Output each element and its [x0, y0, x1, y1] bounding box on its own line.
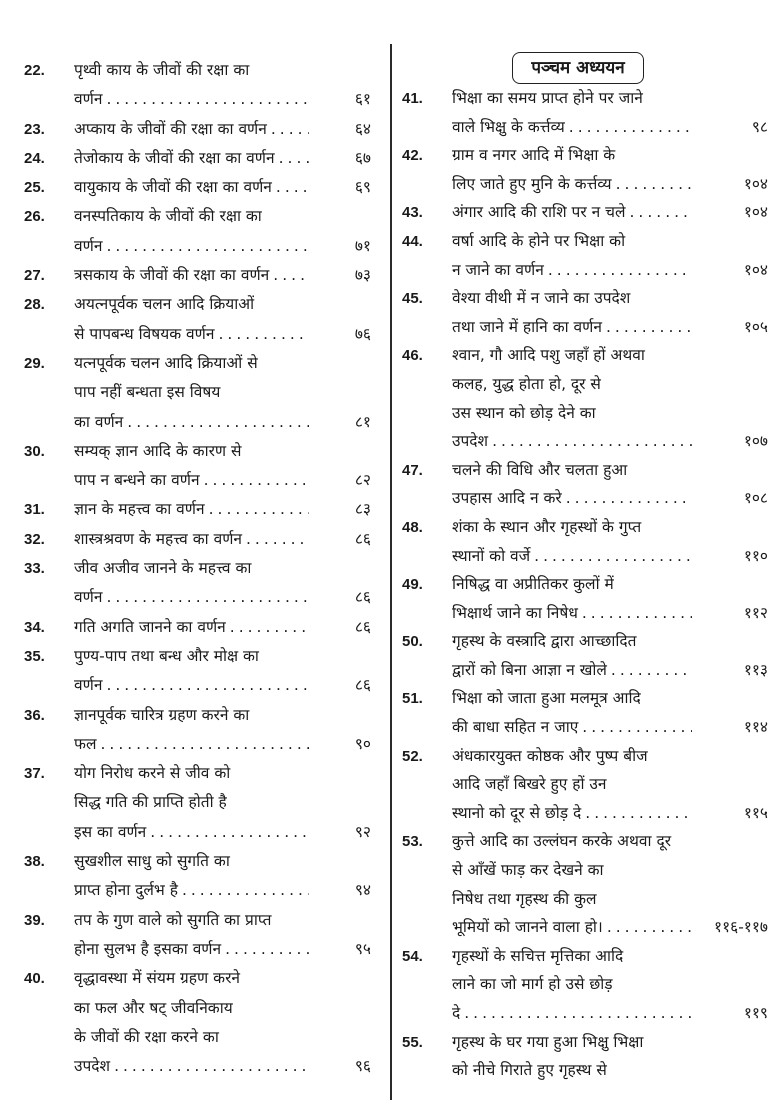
- dot-leader: [585, 799, 692, 828]
- entry-title-text: ग्राम व नगर आदि में भिक्षा के: [452, 146, 616, 165]
- entry-title-text: इस का वर्णन: [74, 822, 147, 841]
- toc-entry-line: [0, 495, 385, 524]
- toc-entry-line: [0, 349, 385, 378]
- toc-entry: [0, 759, 385, 847]
- entry-title-text: वायुकाय के जीवों की रक्षा का वर्णन: [74, 178, 272, 197]
- toc-entry-line: [0, 202, 385, 231]
- entry-number: 46.: [402, 347, 423, 365]
- entry-title-text: उस स्थान को छोड़ देने का: [452, 403, 596, 422]
- entry-number: 45.: [402, 290, 423, 308]
- dot-leader: [127, 408, 309, 437]
- dot-leader: [606, 313, 692, 342]
- entry-number: 51.: [402, 690, 423, 708]
- toc-entry: [395, 742, 780, 828]
- toc-entry-line: [395, 513, 780, 542]
- toc-entry-line: [395, 256, 780, 285]
- entry-title-text: द्वारों को बिना आज्ञा न खोले: [452, 660, 607, 679]
- entry-title-text: गृहस्थों के सचित्त मृत्तिका आदि: [452, 946, 624, 965]
- entry-title-text: न जाने का वर्णन: [452, 260, 544, 279]
- dot-leader: [607, 913, 692, 942]
- dot-leader: [225, 935, 309, 964]
- page-number: ६९: [354, 178, 371, 197]
- entry-number: 54.: [402, 947, 423, 965]
- toc-entry-line: [0, 876, 385, 905]
- toc-entry-line: [395, 141, 780, 170]
- toc-entry: [395, 827, 780, 941]
- dot-leader: [273, 261, 309, 290]
- dot-leader: [630, 198, 693, 227]
- toc-entry-line: [395, 799, 780, 828]
- page-number: ७६: [354, 324, 371, 343]
- toc-entry-line: [0, 935, 385, 964]
- toc-entry: [0, 349, 385, 437]
- entry-title-text: लिए जाते हुए मुनि के कर्त्तव्य: [452, 174, 612, 193]
- toc-entry: [395, 284, 780, 341]
- entry-title-text: अप्काय के जीवों की रक्षा का वर्णन: [74, 119, 267, 138]
- entry-title-text: की बाधा सहित न जाए: [452, 718, 579, 737]
- page-number: ९६: [354, 1057, 371, 1076]
- entry-number: 26.: [24, 208, 45, 226]
- page-number: ८६: [354, 676, 371, 695]
- entry-number: 39.: [24, 911, 45, 929]
- column-divider: [390, 44, 392, 1100]
- entry-title-text: जीव अजीव जानने के महत्त्व का: [74, 559, 252, 578]
- toc-entry: [395, 627, 780, 684]
- entry-title-text: निषेध तथा गृहस्थ की कुल: [452, 889, 597, 908]
- entry-title-text: भिक्षा का समय प्राप्त होने पर जाने: [452, 89, 643, 107]
- entry-title-text: त्रसकाय के जीवों की रक्षा का वर्णन: [74, 266, 270, 285]
- toc-entry-line: [395, 627, 780, 656]
- entry-number: 23.: [24, 120, 45, 138]
- dot-leader: [611, 656, 692, 685]
- toc-entry-line: [0, 144, 385, 173]
- entry-title-text: गृहस्थ के घर गया हुआ भिक्षु भिक्षा: [452, 1032, 644, 1051]
- toc-entry-line: [0, 906, 385, 935]
- entry-title-text: गति अगति जानने का वर्णन: [74, 617, 226, 636]
- entry-number: 40.: [24, 970, 45, 988]
- toc-entry-line: [0, 85, 385, 114]
- entry-title-text: वाले भिक्षु के कर्त्तव्य: [452, 117, 565, 136]
- entry-number: 28.: [24, 296, 45, 314]
- page-number: १०४: [743, 260, 768, 279]
- page-number: ८६: [354, 617, 371, 636]
- toc-entry-line: [395, 84, 780, 113]
- toc-entry-line: [395, 1028, 780, 1057]
- page-number: १०८: [743, 489, 768, 508]
- toc-entry: [0, 261, 385, 290]
- dot-leader: [114, 1052, 309, 1081]
- page-number: ७१: [354, 236, 371, 255]
- toc-entry-line: [0, 56, 385, 85]
- toc-entry-line: [0, 701, 385, 730]
- entry-title-text: कुत्ते आदि का उल्लंघन करके अथवा दूर: [452, 832, 672, 851]
- page-number: ९५: [354, 939, 371, 958]
- page-number: ७३: [354, 266, 371, 285]
- page-number: ८६: [354, 529, 371, 548]
- toc-entry-line: [0, 671, 385, 700]
- toc-entry: [395, 198, 780, 227]
- page-number: १०४: [743, 174, 768, 193]
- dot-leader: [209, 495, 309, 524]
- toc-entry: [0, 554, 385, 613]
- page-number: ८१: [354, 412, 371, 431]
- page-number: ११३: [743, 660, 768, 679]
- entry-title-text: वेश्या वीथी में न जाने का उपदेश: [452, 289, 631, 308]
- entry-number: 38.: [24, 853, 45, 871]
- entry-title-text: लाने का जो मार्ग हो उसे छोड़: [452, 975, 613, 994]
- toc-entry-line: [395, 456, 780, 485]
- toc-entry: [395, 141, 780, 198]
- entry-title-text: निषिद्ध वा अप्रीतिकर कुलों में: [452, 575, 614, 594]
- toc-entry-line: [0, 1052, 385, 1081]
- toc-entry-line: [0, 320, 385, 349]
- dot-leader: [150, 818, 309, 847]
- entry-title-text: गृहस्थ के वस्त्रादि द्वारा आच्छादित: [452, 632, 637, 651]
- entry-number: 50.: [402, 633, 423, 651]
- entry-title-text: वनस्पतिकाय के जीवों की रक्षा का: [74, 207, 262, 226]
- entry-title-text: उपदेश: [452, 432, 489, 451]
- entry-title-text: स्थानों को वर्जे: [452, 546, 531, 565]
- toc-entry-line: [395, 227, 780, 256]
- entry-number: 35.: [24, 647, 45, 665]
- dot-leader: [106, 671, 309, 700]
- toc-entry-line: [395, 113, 780, 142]
- entry-number: 25.: [24, 179, 45, 197]
- page-number: ८६: [354, 588, 371, 607]
- entry-number: 48.: [402, 518, 423, 536]
- entry-number: 55.: [402, 1033, 423, 1051]
- entry-number: 29.: [24, 354, 45, 372]
- entry-title-text: ज्ञानपूर्वक चारित्र ग्रहण करने का: [74, 705, 250, 724]
- entry-title-text: यत्नपूर्वक चलन आदि क्रियाओं से: [74, 353, 258, 372]
- toc-entry: [0, 847, 385, 906]
- entry-title-text: तेजोकाय के जीवों की रक्षा का वर्णन: [74, 148, 275, 167]
- toc-entry: [0, 642, 385, 701]
- toc-entry-line: [0, 964, 385, 993]
- page-number: १०४: [743, 203, 768, 222]
- toc-right-column: [395, 84, 780, 1085]
- entry-title-text: आदि जहाँ बिखरे हुए हों उन: [452, 775, 607, 794]
- toc-entry-line: [0, 290, 385, 319]
- entry-title-text: शास्त्रश्रवण के महत्त्व का वर्णन: [74, 529, 242, 548]
- toc-entry-line: [0, 466, 385, 495]
- entry-title-text: ज्ञान के महत्त्व का वर्णन: [74, 500, 205, 519]
- toc-entry-line: [395, 427, 780, 456]
- toc-entry: [395, 513, 780, 570]
- entry-title-text: अयत्नपूर्वक चलन आदि क्रियाओं: [74, 295, 255, 314]
- entry-number: 30.: [24, 442, 45, 460]
- entry-number: 52.: [402, 747, 423, 765]
- toc-entry-line: [395, 399, 780, 428]
- toc-entry-line: [0, 583, 385, 612]
- entry-title-text: से आँखें फाड़ कर देखने का: [452, 861, 604, 880]
- toc-entry-line: [395, 170, 780, 199]
- dot-leader: [464, 999, 692, 1028]
- toc-entry-line: [0, 408, 385, 437]
- toc-entry-line: [0, 437, 385, 466]
- entry-number: 47.: [402, 461, 423, 479]
- toc-entry: [0, 290, 385, 349]
- toc-entry: [395, 84, 780, 141]
- dot-leader: [534, 542, 692, 571]
- page-number: ११०: [743, 546, 768, 565]
- entry-title-text: श्वान, गौ आदि पशु जहाँ हों अथवा: [452, 346, 645, 365]
- entry-title-text: वर्णन: [74, 588, 103, 607]
- page-number: ८२: [354, 471, 371, 490]
- page-number: ६१: [354, 90, 371, 109]
- toc-entry-line: [0, 115, 385, 144]
- toc-entry: [0, 525, 385, 554]
- toc-entry-line: [395, 856, 780, 885]
- toc-entry-line: [395, 599, 780, 628]
- page-number: १०७: [743, 432, 768, 451]
- page-number: ११४: [743, 718, 768, 737]
- entry-number: 53.: [402, 833, 423, 851]
- entry-number: 44.: [402, 232, 423, 250]
- toc-entry-line: [395, 827, 780, 856]
- toc-entry-line: [0, 378, 385, 407]
- toc-entry-line: [395, 542, 780, 571]
- toc-entry: [0, 437, 385, 496]
- toc-entry: [0, 701, 385, 760]
- entry-number: 36.: [24, 706, 45, 724]
- toc-entry-line: [395, 313, 780, 342]
- toc-entry-line: [0, 1023, 385, 1052]
- toc-entry-line: [0, 261, 385, 290]
- entry-title-text: भूमियों को जानने वाला हो।: [452, 918, 603, 937]
- toc-entry: [0, 613, 385, 642]
- toc-entry: [0, 202, 385, 261]
- page-number: ११६-११७: [714, 918, 768, 937]
- entry-number: 42.: [402, 147, 423, 165]
- dot-leader: [230, 613, 309, 642]
- page-number: ९२: [354, 822, 371, 841]
- toc-entry-line: [0, 759, 385, 788]
- toc-entry-line: [0, 994, 385, 1023]
- dot-leader: [218, 320, 309, 349]
- dot-leader: [246, 525, 309, 554]
- toc-entry-line: [0, 730, 385, 759]
- toc-entry: [395, 456, 780, 513]
- entry-number: 33.: [24, 560, 45, 578]
- entry-number: 41.: [402, 90, 423, 107]
- entry-title-text: पाप न बन्धने का वर्णन: [74, 471, 200, 490]
- page-number: ८३: [354, 500, 371, 519]
- toc-entry-line: [395, 570, 780, 599]
- entry-number: 43.: [402, 204, 423, 222]
- dot-leader: [276, 173, 309, 202]
- dot-leader: [106, 583, 309, 612]
- toc-entry-line: [395, 656, 780, 685]
- page-number: ९४: [354, 881, 371, 900]
- dot-leader: [566, 484, 692, 513]
- entry-number: 49.: [402, 576, 423, 594]
- entry-title-text: दे: [452, 1004, 461, 1022]
- entry-title-text: शंका के स्थान और गृहस्थों के गुप्त: [452, 517, 642, 536]
- entry-title-text: उपदेश: [74, 1057, 111, 1076]
- entry-title-text: चलने की विधि और चलता हुआ: [452, 460, 628, 479]
- page-number: ९०: [354, 734, 371, 753]
- entry-number: 22.: [24, 62, 45, 79]
- page-number: ९८: [751, 117, 768, 136]
- entry-title-text: से पापबन्ध विषयक वर्णन: [74, 324, 215, 343]
- dot-leader: [106, 85, 309, 114]
- entry-title-text: को नीचे गिराते हुए गृहस्थ से: [452, 1061, 607, 1080]
- toc-entry-line: [395, 942, 780, 971]
- toc-entry: [395, 1028, 780, 1085]
- entry-title-text: पाप नहीं बन्धता इस विषय: [74, 383, 221, 402]
- entry-title-text: वृद्धावस्था में संयम ग्रहण करने: [74, 969, 241, 988]
- dot-leader: [204, 466, 309, 495]
- entry-title-text: सम्यक् ज्ञान आदि के कारण से: [74, 441, 242, 460]
- toc-entry-line: [395, 341, 780, 370]
- toc-entry-line: [395, 370, 780, 399]
- page-number: ११२: [743, 603, 768, 622]
- toc-entry-line: [395, 284, 780, 313]
- toc-entry-line: [395, 970, 780, 999]
- entry-number: 34.: [24, 618, 45, 636]
- toc-entry: [395, 684, 780, 741]
- page-number: ६७: [354, 148, 371, 167]
- page-number: ११९: [743, 1004, 768, 1022]
- toc-entry-line: [395, 198, 780, 227]
- dot-leader: [100, 730, 309, 759]
- entry-title-text: अंधकारयुक्त कोष्ठक और पुष्प बीज: [452, 746, 648, 765]
- dot-leader: [271, 115, 309, 144]
- dot-leader: [569, 113, 692, 142]
- entry-title-text: होना सुलभ है इसका वर्णन: [74, 939, 222, 958]
- section-heading: पञ्चम अध्ययन: [512, 52, 644, 84]
- dot-leader: [616, 170, 692, 199]
- dot-leader: [106, 232, 309, 261]
- entry-title-text: के जीवों की रक्षा करने का: [74, 1027, 219, 1046]
- page-number: ६४: [354, 119, 371, 138]
- toc-entry-line: [0, 847, 385, 876]
- entry-number: 37.: [24, 765, 45, 783]
- toc-entry: [0, 56, 385, 115]
- toc-entry: [0, 495, 385, 524]
- toc-entry-line: [395, 999, 780, 1028]
- dot-leader: [582, 713, 692, 742]
- toc-entry-line: [395, 742, 780, 771]
- entry-title-text: पृथ्वी काय के जीवों की रक्षा का: [74, 61, 250, 79]
- entry-title-text: भिक्षा को जाता हुआ मलमूत्र आदि: [452, 689, 641, 708]
- entry-title-text: का फल और षट् जीवनिकाय: [74, 998, 233, 1017]
- toc-entry: [0, 144, 385, 173]
- entry-title-text: सिद्ध गति की प्राप्ति होती है: [74, 793, 227, 812]
- entry-number: 27.: [24, 267, 45, 285]
- dot-leader: [492, 427, 692, 456]
- toc-entry-line: [395, 770, 780, 799]
- toc-entry: [395, 570, 780, 627]
- toc-entry-line: [395, 913, 780, 942]
- toc-entry-line: [395, 1056, 780, 1085]
- toc-entry-line: [0, 554, 385, 583]
- dot-leader: [182, 876, 309, 905]
- toc-entry-line: [0, 173, 385, 202]
- page-number: १०५: [743, 317, 768, 336]
- entry-title-text: वर्षा आदि के होने पर भिक्षा को: [452, 231, 626, 250]
- entry-title-text: तप के गुण वाले को सुगति का प्राप्त: [74, 910, 272, 929]
- dot-leader: [548, 256, 692, 285]
- toc-entry-line: [395, 885, 780, 914]
- entry-title-text: वर्णन: [74, 90, 103, 109]
- entry-title-text: पुण्य-पाप तथा बन्ध और मोक्ष का: [74, 646, 259, 665]
- toc-entry: [395, 227, 780, 284]
- toc-left-column: [0, 56, 385, 1081]
- toc-entry-line: [395, 713, 780, 742]
- toc-entry-line: [0, 613, 385, 642]
- entry-title-text: कलह, युद्ध होता हो, दूर से: [452, 374, 601, 393]
- toc-entry: [0, 173, 385, 202]
- dot-leader: [582, 599, 692, 628]
- entry-title-text: तथा जाने में हानि का वर्णन: [452, 317, 602, 336]
- toc-entry-line: [0, 525, 385, 554]
- toc-entry: [0, 906, 385, 965]
- entry-title-text: का वर्णन: [74, 412, 124, 431]
- entry-title-text: प्राप्त होना दुर्लभ है: [74, 881, 178, 900]
- entry-title-text: फल: [74, 734, 97, 753]
- entry-title-text: सुखशील साधु को सुगति का: [74, 852, 230, 871]
- entry-number: 31.: [24, 501, 45, 519]
- toc-entry-line: [0, 788, 385, 817]
- toc-entry-line: [0, 642, 385, 671]
- entry-title-text: वर्णन: [74, 676, 103, 695]
- entry-title-text: उपहास आदि न करे: [452, 489, 562, 508]
- dot-leader: [279, 144, 309, 173]
- toc-entry-line: [395, 484, 780, 513]
- toc-entry: [0, 964, 385, 1081]
- toc-entry: [0, 115, 385, 144]
- toc-entry-line: [395, 684, 780, 713]
- entry-title-text: स्थानो को दूर से छोड़ दे: [452, 803, 582, 822]
- entry-number: 24.: [24, 149, 45, 167]
- entry-title-text: अंगार आदि की राशि पर न चले: [452, 203, 626, 222]
- toc-entry-line: [0, 818, 385, 847]
- toc-entry: [395, 942, 780, 1028]
- entry-number: 32.: [24, 530, 45, 548]
- page-number: ११५: [743, 803, 768, 822]
- entry-title-text: योग निरोध करने से जीव को: [74, 764, 231, 783]
- toc-entry: [395, 341, 780, 455]
- entry-title-text: वर्णन: [74, 236, 103, 255]
- entry-title-text: भिक्षार्थ जाने का निषेध: [452, 603, 578, 622]
- toc-entry-line: [0, 232, 385, 261]
